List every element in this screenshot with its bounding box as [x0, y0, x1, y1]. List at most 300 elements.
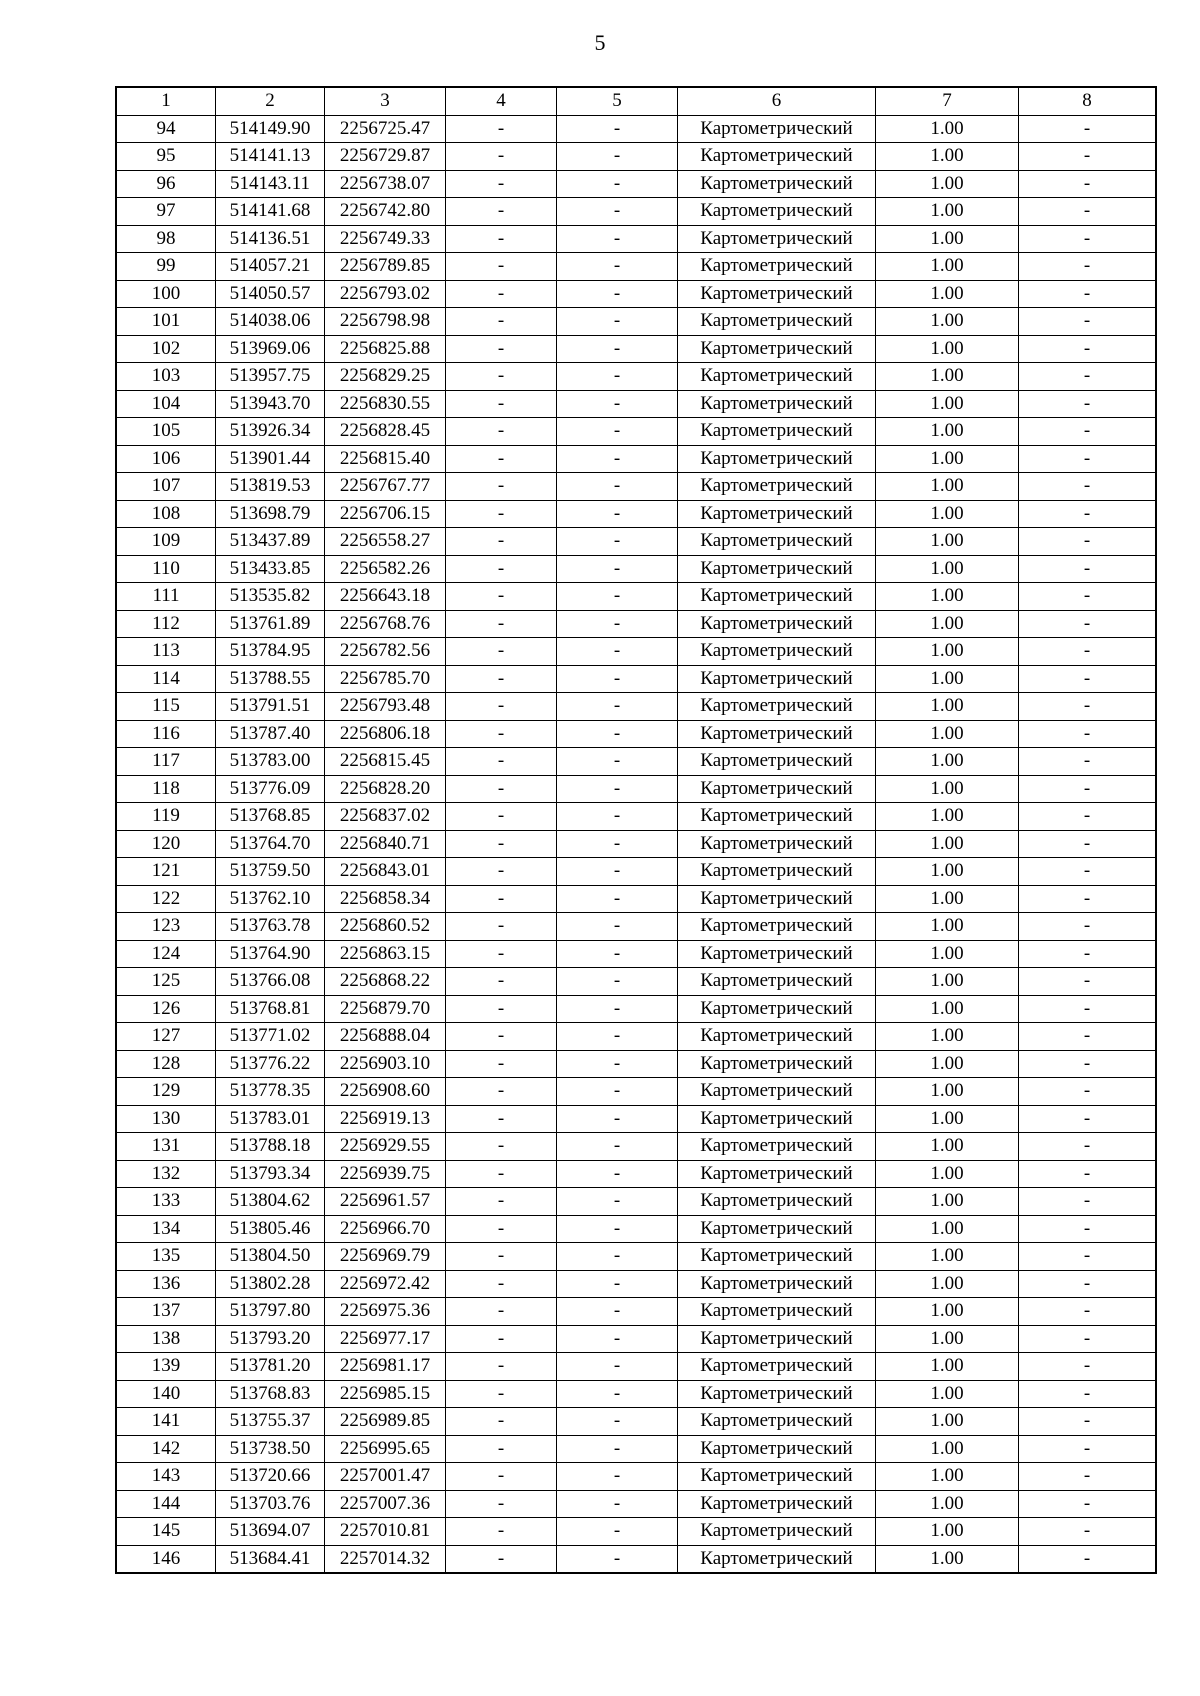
cell-col-4: - [446, 528, 557, 556]
cell-method: Картометрический [678, 308, 876, 336]
table-row [116, 1380, 1156, 1408]
cell-col-8: - [1019, 1435, 1157, 1463]
table-row [116, 1105, 1156, 1133]
cell-col-5: - [557, 1078, 678, 1106]
cell-method: Картометрический [678, 445, 876, 473]
cell-coord-y: 2256815.40 [325, 445, 446, 473]
cell-coord-y: 2256888.04 [325, 1023, 446, 1051]
cell-accuracy: 1.00 [876, 858, 1019, 886]
cell-col-5: - [557, 500, 678, 528]
table-row [116, 1270, 1156, 1298]
cell-col-5: - [557, 528, 678, 556]
cell-col-4: - [446, 1408, 557, 1436]
cell-col-5: - [557, 1050, 678, 1078]
table-row [116, 830, 1156, 858]
cell-accuracy: 1.00 [876, 1380, 1019, 1408]
cell-point-number: 119 [116, 803, 216, 831]
cell-coord-y: 2256828.45 [325, 418, 446, 446]
cell-col-4: - [446, 610, 557, 638]
cell-coord-y: 2256729.87 [325, 143, 446, 171]
table-row [116, 748, 1156, 776]
cell-col-4: - [446, 253, 557, 281]
cell-coord-y: 2256843.01 [325, 858, 446, 886]
cell-col-5: - [557, 775, 678, 803]
cell-method: Картометрический [678, 1078, 876, 1106]
cell-coord-y: 2256868.22 [325, 968, 446, 996]
cell-col-8: - [1019, 748, 1157, 776]
cell-point-number: 100 [116, 280, 216, 308]
cell-point-number: 128 [116, 1050, 216, 1078]
cell-accuracy: 1.00 [876, 1243, 1019, 1271]
cell-coord-x: 513793.20 [216, 1325, 325, 1353]
cell-col-8: - [1019, 1325, 1157, 1353]
cell-accuracy: 1.00 [876, 885, 1019, 913]
cell-method: Картометрический [678, 1023, 876, 1051]
table-row [116, 500, 1156, 528]
table-row [116, 1325, 1156, 1353]
cell-point-number: 123 [116, 913, 216, 941]
table-row [116, 1078, 1156, 1106]
cell-col-4: - [446, 1243, 557, 1271]
cell-point-number: 104 [116, 390, 216, 418]
cell-method: Картометрический [678, 665, 876, 693]
cell-col-5: - [557, 308, 678, 336]
cell-col-8: - [1019, 583, 1157, 611]
table-row [116, 473, 1156, 501]
cell-method: Картометрический [678, 858, 876, 886]
cell-col-8: - [1019, 775, 1157, 803]
cell-col-4: - [446, 1545, 557, 1573]
cell-method: Картометрический [678, 775, 876, 803]
cell-col-8: - [1019, 528, 1157, 556]
cell-coord-x: 513805.46 [216, 1215, 325, 1243]
cell-accuracy: 1.00 [876, 335, 1019, 363]
cell-col-5: - [557, 940, 678, 968]
cell-accuracy: 1.00 [876, 748, 1019, 776]
cell-method: Картометрический [678, 1408, 876, 1436]
cell-accuracy: 1.00 [876, 363, 1019, 391]
cell-coord-x: 513768.83 [216, 1380, 325, 1408]
column-header-2: 2 [216, 87, 325, 115]
table-row [116, 555, 1156, 583]
cell-point-number: 136 [116, 1270, 216, 1298]
cell-method: Картометрический [678, 1133, 876, 1161]
cell-accuracy: 1.00 [876, 418, 1019, 446]
table-row [116, 1050, 1156, 1078]
cell-method: Картометрический [678, 748, 876, 776]
table-row [116, 390, 1156, 418]
cell-coord-x: 513784.95 [216, 638, 325, 666]
cell-point-number: 127 [116, 1023, 216, 1051]
cell-method: Картометрический [678, 885, 876, 913]
cell-accuracy: 1.00 [876, 1188, 1019, 1216]
cell-col-8: - [1019, 720, 1157, 748]
cell-point-number: 97 [116, 198, 216, 226]
cell-coord-y: 2256806.18 [325, 720, 446, 748]
table-row [116, 335, 1156, 363]
cell-coord-y: 2256793.02 [325, 280, 446, 308]
cell-col-8: - [1019, 1408, 1157, 1436]
cell-accuracy: 1.00 [876, 610, 1019, 638]
cell-col-4: - [446, 335, 557, 363]
cell-coord-x: 513781.20 [216, 1353, 325, 1381]
cell-col-5: - [557, 280, 678, 308]
cell-coord-x: 513776.22 [216, 1050, 325, 1078]
cell-point-number: 108 [116, 500, 216, 528]
cell-col-8: - [1019, 198, 1157, 226]
cell-coord-y: 2256749.33 [325, 225, 446, 253]
cell-coord-y: 2256903.10 [325, 1050, 446, 1078]
cell-point-number: 120 [116, 830, 216, 858]
cell-accuracy: 1.00 [876, 913, 1019, 941]
cell-col-5: - [557, 638, 678, 666]
cell-col-4: - [446, 858, 557, 886]
table-row [116, 885, 1156, 913]
cell-col-8: - [1019, 1188, 1157, 1216]
cell-method: Картометрический [678, 1353, 876, 1381]
cell-coord-x: 513957.75 [216, 363, 325, 391]
cell-method: Картометрический [678, 280, 876, 308]
table-row [116, 583, 1156, 611]
cell-col-8: - [1019, 1078, 1157, 1106]
cell-accuracy: 1.00 [876, 445, 1019, 473]
cell-point-number: 99 [116, 253, 216, 281]
cell-coord-y: 2256785.70 [325, 665, 446, 693]
cell-coord-x: 513791.51 [216, 693, 325, 721]
table-header-row [116, 87, 1156, 115]
cell-col-8: - [1019, 1270, 1157, 1298]
cell-coord-y: 2256828.20 [325, 775, 446, 803]
cell-col-4: - [446, 1133, 557, 1161]
cell-col-5: - [557, 1188, 678, 1216]
cell-col-5: - [557, 1353, 678, 1381]
cell-coord-y: 2256908.60 [325, 1078, 446, 1106]
cell-coord-y: 2256793.48 [325, 693, 446, 721]
cell-col-5: - [557, 968, 678, 996]
cell-col-5: - [557, 198, 678, 226]
cell-col-8: - [1019, 1380, 1157, 1408]
cell-accuracy: 1.00 [876, 225, 1019, 253]
cell-accuracy: 1.00 [876, 638, 1019, 666]
table-row [116, 1188, 1156, 1216]
cell-col-8: - [1019, 1298, 1157, 1326]
cell-accuracy: 1.00 [876, 665, 1019, 693]
table-row [116, 775, 1156, 803]
cell-accuracy: 1.00 [876, 1133, 1019, 1161]
cell-coord-y: 2256789.85 [325, 253, 446, 281]
cell-coord-x: 513761.89 [216, 610, 325, 638]
cell-point-number: 101 [116, 308, 216, 336]
cell-coord-x: 513764.90 [216, 940, 325, 968]
cell-coord-y: 2256989.85 [325, 1408, 446, 1436]
cell-coord-y: 2256977.17 [325, 1325, 446, 1353]
cell-method: Картометрический [678, 143, 876, 171]
table-row [116, 143, 1156, 171]
cell-col-8: - [1019, 555, 1157, 583]
cell-accuracy: 1.00 [876, 1490, 1019, 1518]
cell-col-5: - [557, 1463, 678, 1491]
column-header-3: 3 [325, 87, 446, 115]
cell-coord-x: 513783.00 [216, 748, 325, 776]
table-row [116, 940, 1156, 968]
cell-accuracy: 1.00 [876, 940, 1019, 968]
cell-point-number: 141 [116, 1408, 216, 1436]
table-row [116, 913, 1156, 941]
cell-method: Картометрический [678, 968, 876, 996]
cell-accuracy: 1.00 [876, 198, 1019, 226]
cell-accuracy: 1.00 [876, 803, 1019, 831]
cell-accuracy: 1.00 [876, 1160, 1019, 1188]
coordinates-table [115, 86, 1157, 1574]
cell-method: Картометрический [678, 1380, 876, 1408]
cell-accuracy: 1.00 [876, 583, 1019, 611]
cell-col-8: - [1019, 913, 1157, 941]
cell-col-5: - [557, 390, 678, 418]
table-row [116, 115, 1156, 143]
cell-col-4: - [446, 830, 557, 858]
cell-col-8: - [1019, 803, 1157, 831]
cell-coord-x: 513943.70 [216, 390, 325, 418]
cell-accuracy: 1.00 [876, 473, 1019, 501]
cell-coord-x: 513437.89 [216, 528, 325, 556]
cell-coord-x: 513738.50 [216, 1435, 325, 1463]
cell-point-number: 110 [116, 555, 216, 583]
cell-col-8: - [1019, 308, 1157, 336]
cell-col-4: - [446, 1463, 557, 1491]
table-row [116, 1023, 1156, 1051]
cell-col-5: - [557, 665, 678, 693]
cell-col-8: - [1019, 693, 1157, 721]
cell-col-4: - [446, 693, 557, 721]
cell-coord-y: 2256860.52 [325, 913, 446, 941]
cell-accuracy: 1.00 [876, 1408, 1019, 1436]
cell-coord-y: 2256985.15 [325, 1380, 446, 1408]
cell-accuracy: 1.00 [876, 308, 1019, 336]
cell-point-number: 94 [116, 115, 216, 143]
cell-method: Картометрический [678, 995, 876, 1023]
cell-col-8: - [1019, 390, 1157, 418]
cell-point-number: 95 [116, 143, 216, 171]
cell-method: Картометрический [678, 1518, 876, 1546]
cell-col-4: - [446, 583, 557, 611]
cell-coord-x: 513755.37 [216, 1408, 325, 1436]
cell-accuracy: 1.00 [876, 693, 1019, 721]
cell-point-number: 140 [116, 1380, 216, 1408]
cell-col-4: - [446, 1435, 557, 1463]
cell-col-8: - [1019, 1215, 1157, 1243]
cell-coord-x: 513788.55 [216, 665, 325, 693]
cell-coord-x: 513720.66 [216, 1463, 325, 1491]
cell-coord-y: 2256829.25 [325, 363, 446, 391]
table-row [116, 1353, 1156, 1381]
cell-method: Картометрический [678, 115, 876, 143]
cell-col-4: - [446, 720, 557, 748]
cell-col-5: - [557, 1215, 678, 1243]
cell-coord-y: 2256995.65 [325, 1435, 446, 1463]
cell-col-8: - [1019, 1353, 1157, 1381]
cell-method: Картометрический [678, 418, 876, 446]
cell-accuracy: 1.00 [876, 1215, 1019, 1243]
cell-col-5: - [557, 1325, 678, 1353]
cell-point-number: 121 [116, 858, 216, 886]
cell-point-number: 124 [116, 940, 216, 968]
cell-method: Картометрический [678, 1050, 876, 1078]
cell-accuracy: 1.00 [876, 500, 1019, 528]
cell-point-number: 139 [116, 1353, 216, 1381]
cell-coord-y: 2256815.45 [325, 748, 446, 776]
cell-coord-x: 514038.06 [216, 308, 325, 336]
cell-method: Картометрический [678, 1463, 876, 1491]
table-row [116, 445, 1156, 473]
cell-col-5: - [557, 555, 678, 583]
cell-coord-y: 2256742.80 [325, 198, 446, 226]
cell-method: Картометрический [678, 1545, 876, 1573]
cell-point-number: 142 [116, 1435, 216, 1463]
cell-col-4: - [446, 940, 557, 968]
cell-method: Картометрический [678, 610, 876, 638]
cell-coord-x: 513535.82 [216, 583, 325, 611]
cell-point-number: 133 [116, 1188, 216, 1216]
cell-col-4: - [446, 308, 557, 336]
cell-col-5: - [557, 830, 678, 858]
cell-col-5: - [557, 335, 678, 363]
cell-coord-y: 2256879.70 [325, 995, 446, 1023]
cell-col-8: - [1019, 830, 1157, 858]
cell-coord-x: 513783.01 [216, 1105, 325, 1133]
cell-accuracy: 1.00 [876, 280, 1019, 308]
cell-method: Картометрический [678, 473, 876, 501]
cell-accuracy: 1.00 [876, 1518, 1019, 1546]
cell-method: Картометрический [678, 1160, 876, 1188]
cell-col-4: - [446, 1188, 557, 1216]
cell-coord-x: 514136.51 [216, 225, 325, 253]
cell-coord-x: 513698.79 [216, 500, 325, 528]
cell-point-number: 134 [116, 1215, 216, 1243]
cell-accuracy: 1.00 [876, 1105, 1019, 1133]
table-row [116, 1160, 1156, 1188]
cell-point-number: 111 [116, 583, 216, 611]
cell-col-8: - [1019, 1545, 1157, 1573]
cell-col-5: - [557, 115, 678, 143]
cell-method: Картометрический [678, 638, 876, 666]
cell-method: Картометрический [678, 1325, 876, 1353]
cell-col-4: - [446, 1160, 557, 1188]
cell-col-8: - [1019, 1243, 1157, 1271]
cell-coord-x: 513433.85 [216, 555, 325, 583]
cell-col-8: - [1019, 418, 1157, 446]
cell-method: Картометрический [678, 1435, 876, 1463]
column-header-8: 8 [1019, 87, 1157, 115]
cell-col-4: - [446, 665, 557, 693]
cell-point-number: 125 [116, 968, 216, 996]
cell-col-5: - [557, 1243, 678, 1271]
cell-point-number: 137 [116, 1298, 216, 1326]
cell-accuracy: 1.00 [876, 390, 1019, 418]
cell-coord-y: 2256837.02 [325, 803, 446, 831]
cell-col-4: - [446, 803, 557, 831]
cell-method: Картометрический [678, 1298, 876, 1326]
cell-col-8: - [1019, 115, 1157, 143]
cell-col-8: - [1019, 1463, 1157, 1491]
cell-method: Картометрический [678, 1105, 876, 1133]
cell-col-8: - [1019, 143, 1157, 171]
cell-method: Картометрический [678, 720, 876, 748]
cell-accuracy: 1.00 [876, 555, 1019, 583]
table-row [116, 720, 1156, 748]
cell-col-8: - [1019, 335, 1157, 363]
cell-method: Картометрический [678, 198, 876, 226]
cell-coord-x: 514057.21 [216, 253, 325, 281]
cell-accuracy: 1.00 [876, 1545, 1019, 1573]
cell-point-number: 102 [116, 335, 216, 363]
cell-col-8: - [1019, 1133, 1157, 1161]
cell-coord-x: 513768.85 [216, 803, 325, 831]
cell-col-8: - [1019, 253, 1157, 281]
cell-col-4: - [446, 775, 557, 803]
cell-coord-y: 2257007.36 [325, 1490, 446, 1518]
cell-coord-x: 513778.35 [216, 1078, 325, 1106]
table-row [116, 803, 1156, 831]
table-row [116, 638, 1156, 666]
cell-coord-y: 2256840.71 [325, 830, 446, 858]
cell-coord-x: 513787.40 [216, 720, 325, 748]
cell-point-number: 115 [116, 693, 216, 721]
cell-coord-x: 513969.06 [216, 335, 325, 363]
table-row [116, 610, 1156, 638]
cell-point-number: 118 [116, 775, 216, 803]
cell-method: Картометрический [678, 583, 876, 611]
cell-point-number: 107 [116, 473, 216, 501]
cell-point-number: 126 [116, 995, 216, 1023]
table-row [116, 418, 1156, 446]
cell-coord-x: 514149.90 [216, 115, 325, 143]
table-row [116, 1215, 1156, 1243]
cell-col-4: - [446, 198, 557, 226]
cell-col-5: - [557, 363, 678, 391]
cell-col-5: - [557, 803, 678, 831]
cell-col-5: - [557, 418, 678, 446]
cell-point-number: 114 [116, 665, 216, 693]
cell-coord-y: 2256825.88 [325, 335, 446, 363]
cell-method: Картометрический [678, 913, 876, 941]
table-row [116, 665, 1156, 693]
cell-coord-x: 513776.09 [216, 775, 325, 803]
cell-col-5: - [557, 1490, 678, 1518]
cell-col-8: - [1019, 1023, 1157, 1051]
cell-coord-y: 2256725.47 [325, 115, 446, 143]
column-header-1: 1 [116, 87, 216, 115]
table-row [116, 1463, 1156, 1491]
cell-method: Картометрический [678, 335, 876, 363]
cell-coord-y: 2257010.81 [325, 1518, 446, 1546]
cell-col-4: - [446, 115, 557, 143]
column-header-7: 7 [876, 87, 1019, 115]
cell-coord-y: 2256582.26 [325, 555, 446, 583]
cell-coord-x: 513771.02 [216, 1023, 325, 1051]
cell-coord-x: 513768.81 [216, 995, 325, 1023]
cell-method: Картометрический [678, 528, 876, 556]
table-row [116, 1298, 1156, 1326]
cell-coord-y: 2256966.70 [325, 1215, 446, 1243]
cell-col-4: - [446, 170, 557, 198]
cell-col-4: - [446, 1270, 557, 1298]
cell-point-number: 117 [116, 748, 216, 776]
cell-coord-x: 513926.34 [216, 418, 325, 446]
cell-col-4: - [446, 748, 557, 776]
cell-point-number: 143 [116, 1463, 216, 1491]
cell-accuracy: 1.00 [876, 170, 1019, 198]
cell-coord-y: 2256558.27 [325, 528, 446, 556]
